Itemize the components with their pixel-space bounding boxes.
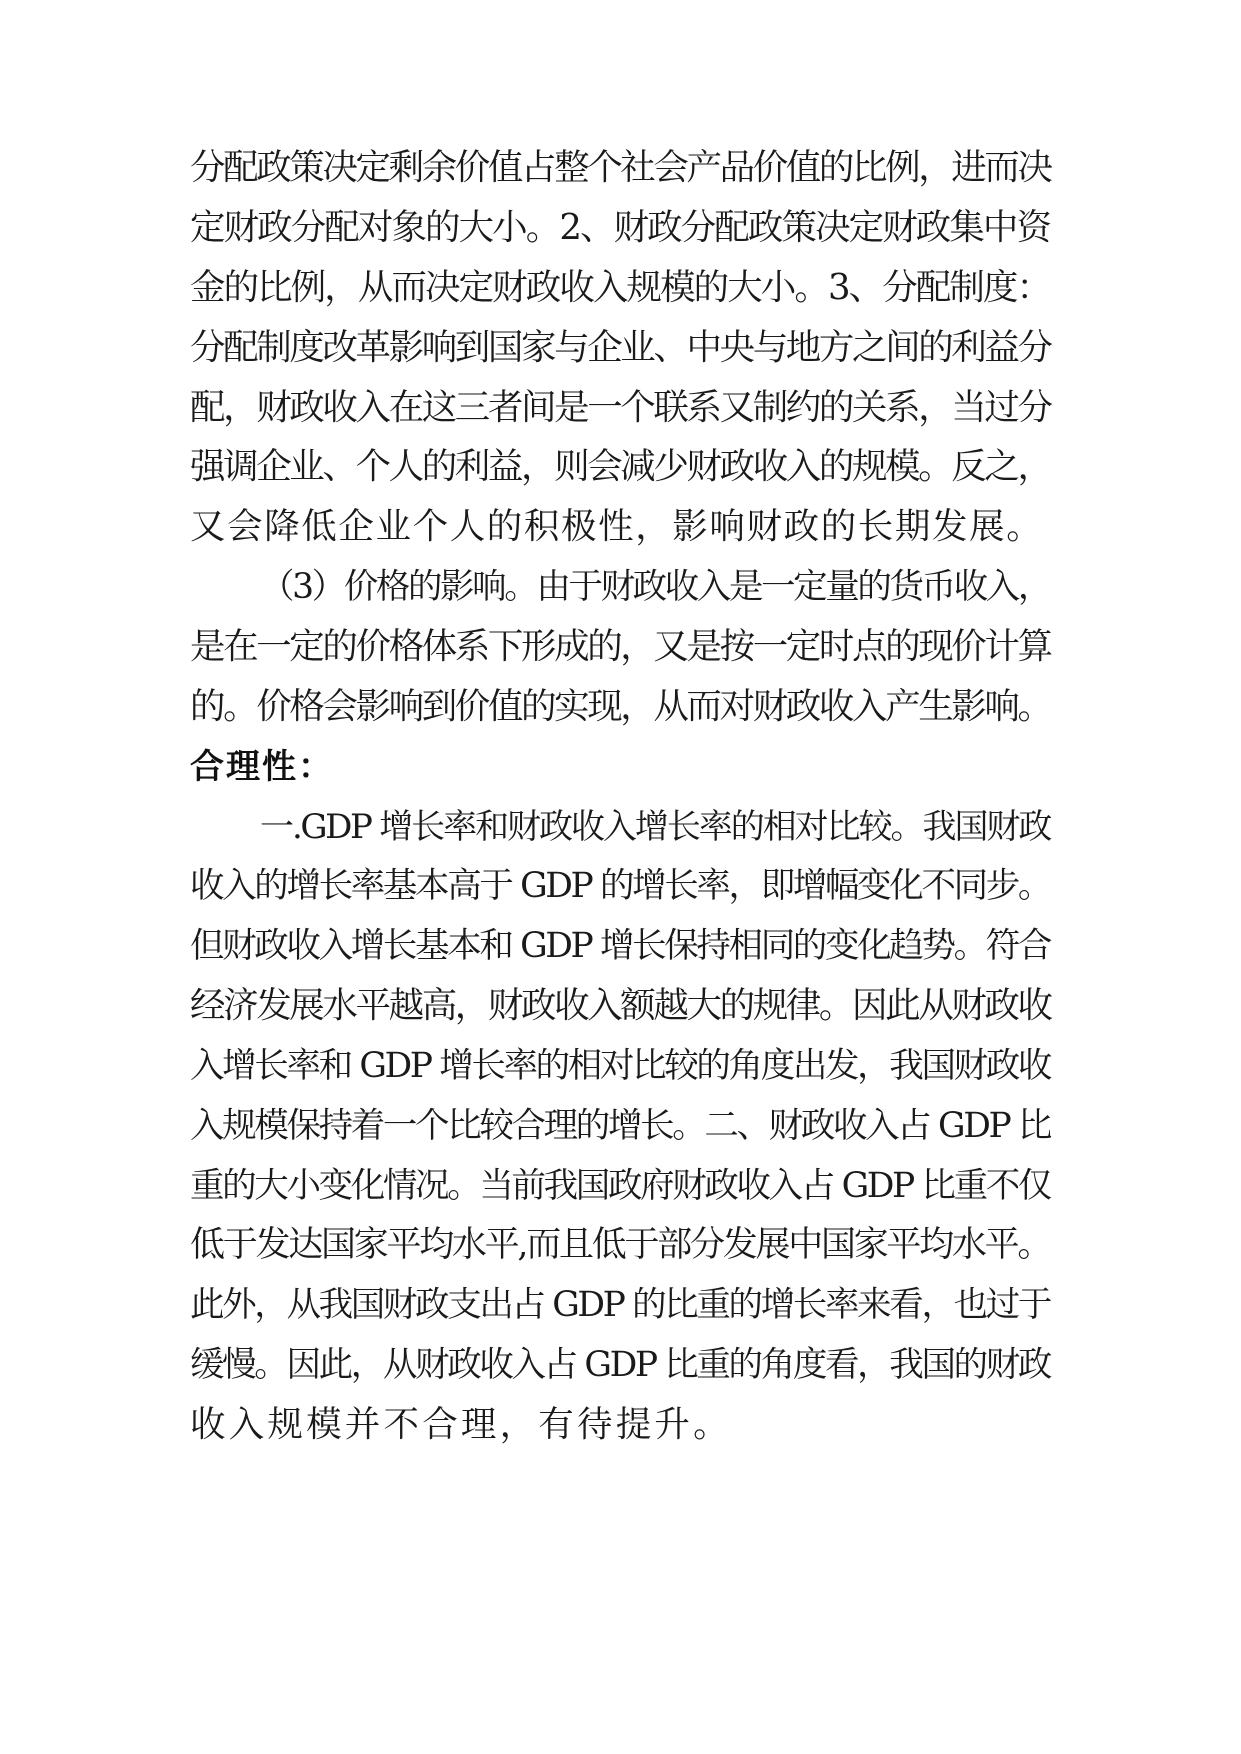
text-line: 入增长率和 GDP 增长率的相对比较的角度出发，我国财政收 [190,1046,1050,1086]
text-line: 入规模保持着一个比较合理的增长。二、财政收入占 GDP 比 [190,1106,1050,1146]
text-line: 的。价格会影响到价值的实现，从而对财政收入产生影响。 [190,686,1051,727]
text-line: 强调企业、个人的利益，则会减少财政收入的规模。反之， [190,446,1051,487]
text-line: 是在一定的价格体系下形成的，又是按一定时点的现价计算 [190,626,1051,667]
text-line: 收入的增长率基本高于 GDP 的增长率，即增幅变化不同步。 [190,866,1050,906]
text-line: 一.GDP 增长率和财政收入增长率的相对比较。我国财政 [260,807,1050,847]
text-line: 定财政分配对象的大小。2、财政分配政策决定财政集中资 [190,207,1050,248]
text-line: 收入规模并不合理，有待提升。 [190,1404,732,1445]
text-line: 低于发达国家平均水平,而且低于部分发展中国家平均水平。 [190,1225,1050,1265]
text-line: （3）价格的影响。由于财政收入是一定量的货币收入， [260,567,1050,607]
text-line: 又会降低企业个人的积极性，影响财政的长期发展。 [190,506,1044,547]
text-line: 此外，从我国财政支出占 GDP 的比重的增长率来看，也过于 [190,1285,1050,1325]
text-line: 分配制度改革影响到国家与企业、中央与地方之间的利益分 [190,327,1051,368]
text-line: 分配政策决定剩余价值占整个社会产品价值的比例，进而决 [190,147,1051,188]
text-line: 但财政收入增长基本和 GDP 增长保持相同的变化趋势。符合 [190,926,1050,966]
text-line: 经济发展水平越高，财政收入额越大的规律。因此从财政收 [190,985,1051,1026]
text-line: 重的大小变化情况。当前我国政府财政收入占 GDP 比重不仅 [190,1166,1050,1206]
text-line: 金的比例，从而决定财政收入规模的大小。3、分配制度： [190,267,1050,308]
text-line: 缓慢。因此，从财政收入占 GDP 比重的角度看，我国的财政 [190,1345,1050,1385]
section-heading: 合理性： [190,747,334,787]
text-line: 配，财政收入在这三者间是一个联系又制约的关系，当过分 [190,387,1051,428]
